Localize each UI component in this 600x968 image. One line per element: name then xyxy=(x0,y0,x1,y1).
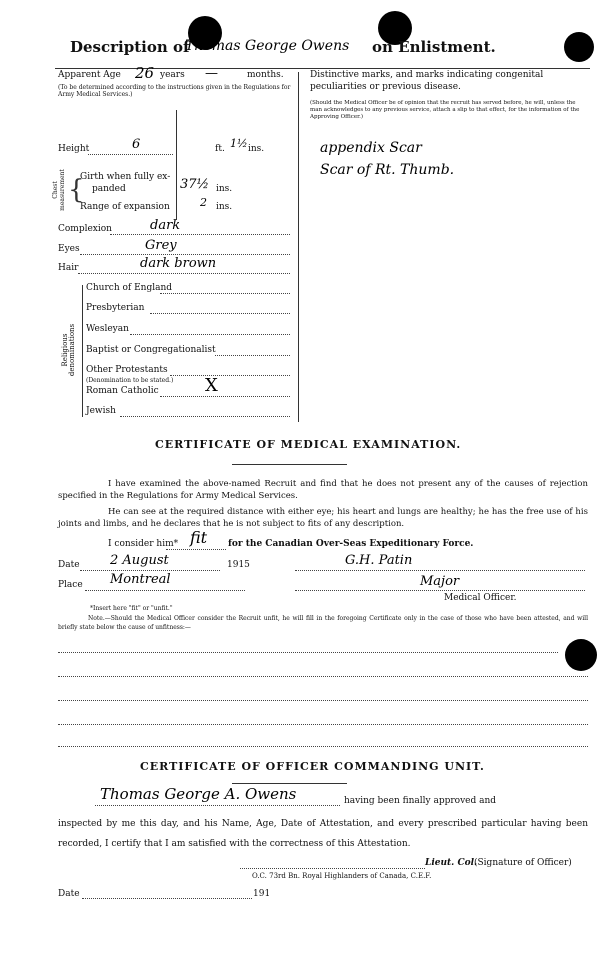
blank-line xyxy=(58,746,588,747)
medical-certificate-title: CERTIFICATE OF MEDICAL EXAMINATION. xyxy=(155,438,462,451)
medical-para-2: He can see at the required distance with either eye; his heart and lungs are healthy; he has the free use of his joints and limbs, and he declares that he is not subject to fits of any description. xyxy=(58,507,588,529)
consider-suffix: for the Canadian Over-Seas Expeditionary Force. xyxy=(228,539,474,549)
religion-option: Church of England xyxy=(86,283,173,293)
complexion-label: Complexion xyxy=(58,224,112,234)
religion-label: Religious denominations xyxy=(61,323,76,377)
date-value: 2 August xyxy=(110,553,169,568)
place-value: Montreal xyxy=(110,572,171,587)
officer-date-label: Date xyxy=(58,889,80,899)
complexion-value: dark xyxy=(150,218,181,233)
consider-label: I consider him* xyxy=(108,539,179,549)
range-value: 2 xyxy=(200,196,207,209)
ins-label: ins. xyxy=(248,144,265,154)
distinctive-mark: appendix Scar xyxy=(320,140,422,156)
girth-value: 37½ xyxy=(180,177,210,192)
eyes-label: Eyes xyxy=(58,244,80,254)
religion-option: Baptist or Congregationalist xyxy=(86,345,216,355)
denomination-note: (Denomination to be stated.) xyxy=(86,377,174,384)
officer-rank: Lieut. Col. xyxy=(425,858,478,868)
date-label: Date xyxy=(58,560,80,570)
religion-option: Other Protestants xyxy=(86,365,168,375)
apparent-age-label: Apparent Age xyxy=(58,70,121,80)
blank-line xyxy=(58,676,588,677)
punch-hole xyxy=(565,639,597,671)
column-divider xyxy=(298,72,299,422)
attestation-page: Description of Thomas George Owens on Enlistment. Apparent Age 26 years — months. (To be determined according to the instructions given in the Regulations for Army Medical Services.) Height 6 ft. 1½ ins. Chest measurement { Girth when fully ex- panded 37½ ins. Range of expansion 2 ins. Complexion dark Eyes Grey Hair dark brown Religious denominations Church of England Presbyterian Wesleyan Baptist or Congregationalist Other Protestants (Denomination to be stated.) Roman Catholic X Jewish Distinctive marks, and marks indicating congenital peculiarities or previous disease. (Should the Medical Officer be of opinion that the recruit has served before, he will, unless the man acknowledges to any previous service, attach a slip to that effect, for the information of the Approving Officer.) appendix Scar Scar of Rt. Thumb. CERTIFICATE OF MEDICAL EXAMINATION. I have examined the above-named Recruit and find that he does not present any of the causes of rejection specified in the Regulations for Army Medical Services. He can see at the required distance with either eye; his heart and lungs are healthy; he has the free use of his joints and limbs, and he declares that he is not subject to fits of any description. I consider him* fit for the Canadian Over-Seas Expeditionary Force. Date 2 August 1915 G.H. Patin Place Montreal Major Medical Officer. *Insert here "fit" or "unfit." Note.—Should the Medical Officer consider the Recruit unfit, he will fill in the foregoing Certificate only in the case of those who have been attested, and will briefly state below the cause of unfitness:— CERTIFICATE OF OFFICER COMMANDING UNIT. Thomas George A. Owens having been finally approved and inspected by me this day, and his Name, Age, Date of Attestation, and every prescribed particular having been recorded, I certify that I am satisfied with the correctness of this Attestation. Lieut. Col. (Signature of Officer) O.C. 73rd Bn. Royal Highlanders of Canada, C.E.F. Date 191 xyxy=(0,0,600,968)
officer-year: 191 xyxy=(253,889,271,899)
marks-note: (Should the Medical Officer be of opinion that the recruit has served before, he will, unless the man acknowledges to any previous service, attach a slip to that effect, for the information of the Approving Officer.) xyxy=(310,100,580,120)
unfit-note: Note.—Should the Medical Officer consider the Recruit unfit, he will fill in the foregoing Certificate only in the case of those who have been attested, and will briefly state below the cause of unfitness:— xyxy=(58,615,588,631)
height-inches-value: 1½ xyxy=(230,137,248,150)
ft-label: ft. xyxy=(215,144,225,154)
age-months-value: — xyxy=(205,66,218,81)
hair-label: Hair xyxy=(58,263,79,273)
range-label: Range of expansion xyxy=(80,202,170,212)
religion-option: Presbyterian xyxy=(86,303,145,313)
age-years-value: 26 xyxy=(135,64,155,82)
blank-line xyxy=(58,652,558,653)
divider xyxy=(232,783,347,784)
title-prefix: Description of xyxy=(70,38,190,56)
officer-para: inspected by me this day, and his Name, Age, Date of Attestation, and every prescribed particular having been recorded, I certify that I am satisfied with the correctness of this Attestation. xyxy=(58,819,588,849)
height-feet-value: 6 xyxy=(132,137,141,152)
months-label: months. xyxy=(247,70,284,80)
title-suffix: on Enlistment. xyxy=(372,38,496,56)
age-note: (To be determined according to the instructions given in the Regulations for Army Medical Services.) xyxy=(58,84,291,98)
place-label: Place xyxy=(58,580,83,590)
blank-line xyxy=(58,724,588,725)
chest-label: Chest measurement xyxy=(52,169,66,211)
officer-certificate-title: CERTIFICATE OF OFFICER COMMANDING UNIT. xyxy=(140,760,485,773)
divider xyxy=(232,464,347,465)
range-ins-label: ins. xyxy=(216,202,233,212)
blank-line xyxy=(58,700,588,701)
marks-heading: Distinctive marks, and marks indicating congenital xyxy=(310,70,544,80)
eyes-value: Grey xyxy=(145,238,177,253)
column-divider xyxy=(176,110,177,220)
hair-value: dark brown xyxy=(140,256,217,271)
officer-recruit-name: Thomas George A. Owens xyxy=(100,785,297,803)
religion-option: Wesleyan xyxy=(86,324,129,334)
signature-label: (Signature of Officer) xyxy=(474,858,572,868)
girth-label-2: panded xyxy=(92,184,126,194)
fitness-value: fit xyxy=(190,528,208,547)
insert-note: *Insert here "fit" or "unfit." xyxy=(90,605,173,612)
medical-officer-label: Medical Officer. xyxy=(444,593,517,603)
years-label: years xyxy=(160,70,185,80)
recruit-name: Thomas George Owens xyxy=(185,38,350,54)
religion-mark: X xyxy=(205,375,218,396)
medical-para-1: I have examined the above-named Recruit and find that he does not present any of the causes of rejection specified in the Regulations for Army Medical Services. xyxy=(58,479,588,501)
officer-para-start: having been finally approved and xyxy=(344,796,497,806)
officer-unit: O.C. 73rd Bn. Royal Highlanders of Canada, C.E.F. xyxy=(252,872,432,880)
brace xyxy=(82,285,83,417)
medical-officer-signature: G.H. Patin xyxy=(345,553,413,568)
girth-ins-label: ins. xyxy=(216,184,233,194)
punch-hole xyxy=(564,32,594,62)
marks-heading-2: peculiarities or previous disease. xyxy=(310,82,461,92)
year-value: 1915 xyxy=(227,560,250,570)
religion-option: Jewish xyxy=(86,406,116,416)
height-label: Height xyxy=(58,144,90,154)
medical-officer-rank: Major xyxy=(420,574,460,589)
girth-label: Girth when fully ex- xyxy=(80,172,171,182)
distinctive-mark: Scar of Rt. Thumb. xyxy=(320,162,455,178)
religion-option: Roman Catholic xyxy=(86,386,159,396)
